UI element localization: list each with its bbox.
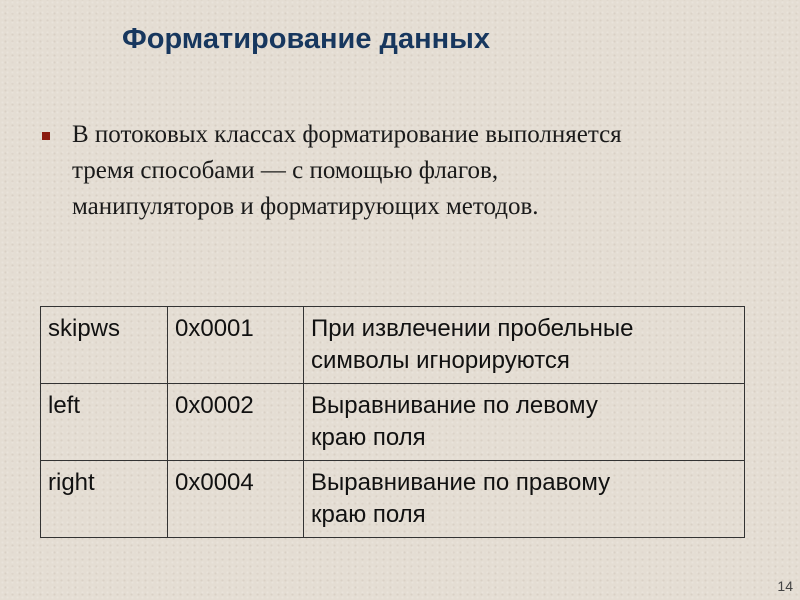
flag-name-cell: skipws bbox=[41, 307, 168, 384]
bullet-line: манипуляторов и форматирующих методов. bbox=[72, 193, 539, 220]
description-line: При извлечении пробельные bbox=[311, 315, 634, 342]
bullet-text bbox=[72, 117, 762, 225]
description-line: краю поля bbox=[311, 501, 426, 528]
flag-value-cell: 0x0002 bbox=[168, 384, 304, 461]
page-number: 14 bbox=[777, 578, 793, 594]
flag-value-cell: 0x0001 bbox=[168, 307, 304, 384]
description-line: Выравнивание по левому bbox=[311, 392, 598, 419]
table-row bbox=[41, 307, 745, 384]
description-line: Выравнивание по правому bbox=[311, 469, 611, 496]
flag-name-cell: right bbox=[41, 461, 168, 538]
table-row bbox=[41, 461, 745, 538]
slide-title: Форматирование данных bbox=[122, 23, 491, 55]
flag-description-cell bbox=[304, 307, 745, 384]
flag-description-cell bbox=[304, 384, 745, 461]
table-row bbox=[41, 384, 745, 461]
square-bullet-icon bbox=[42, 132, 50, 140]
description-line: краю поля bbox=[311, 424, 426, 451]
bullet-line: тремя способами — с помощью флагов, bbox=[72, 157, 499, 184]
flag-name-cell: left bbox=[41, 384, 168, 461]
flags-table bbox=[40, 306, 745, 538]
flag-value-cell: 0x0004 bbox=[168, 461, 304, 538]
description-line: символы игнорируются bbox=[311, 347, 570, 374]
bullet-line: В потоковых классах форматирование выполняется bbox=[72, 121, 622, 148]
flag-description-cell bbox=[304, 461, 745, 538]
